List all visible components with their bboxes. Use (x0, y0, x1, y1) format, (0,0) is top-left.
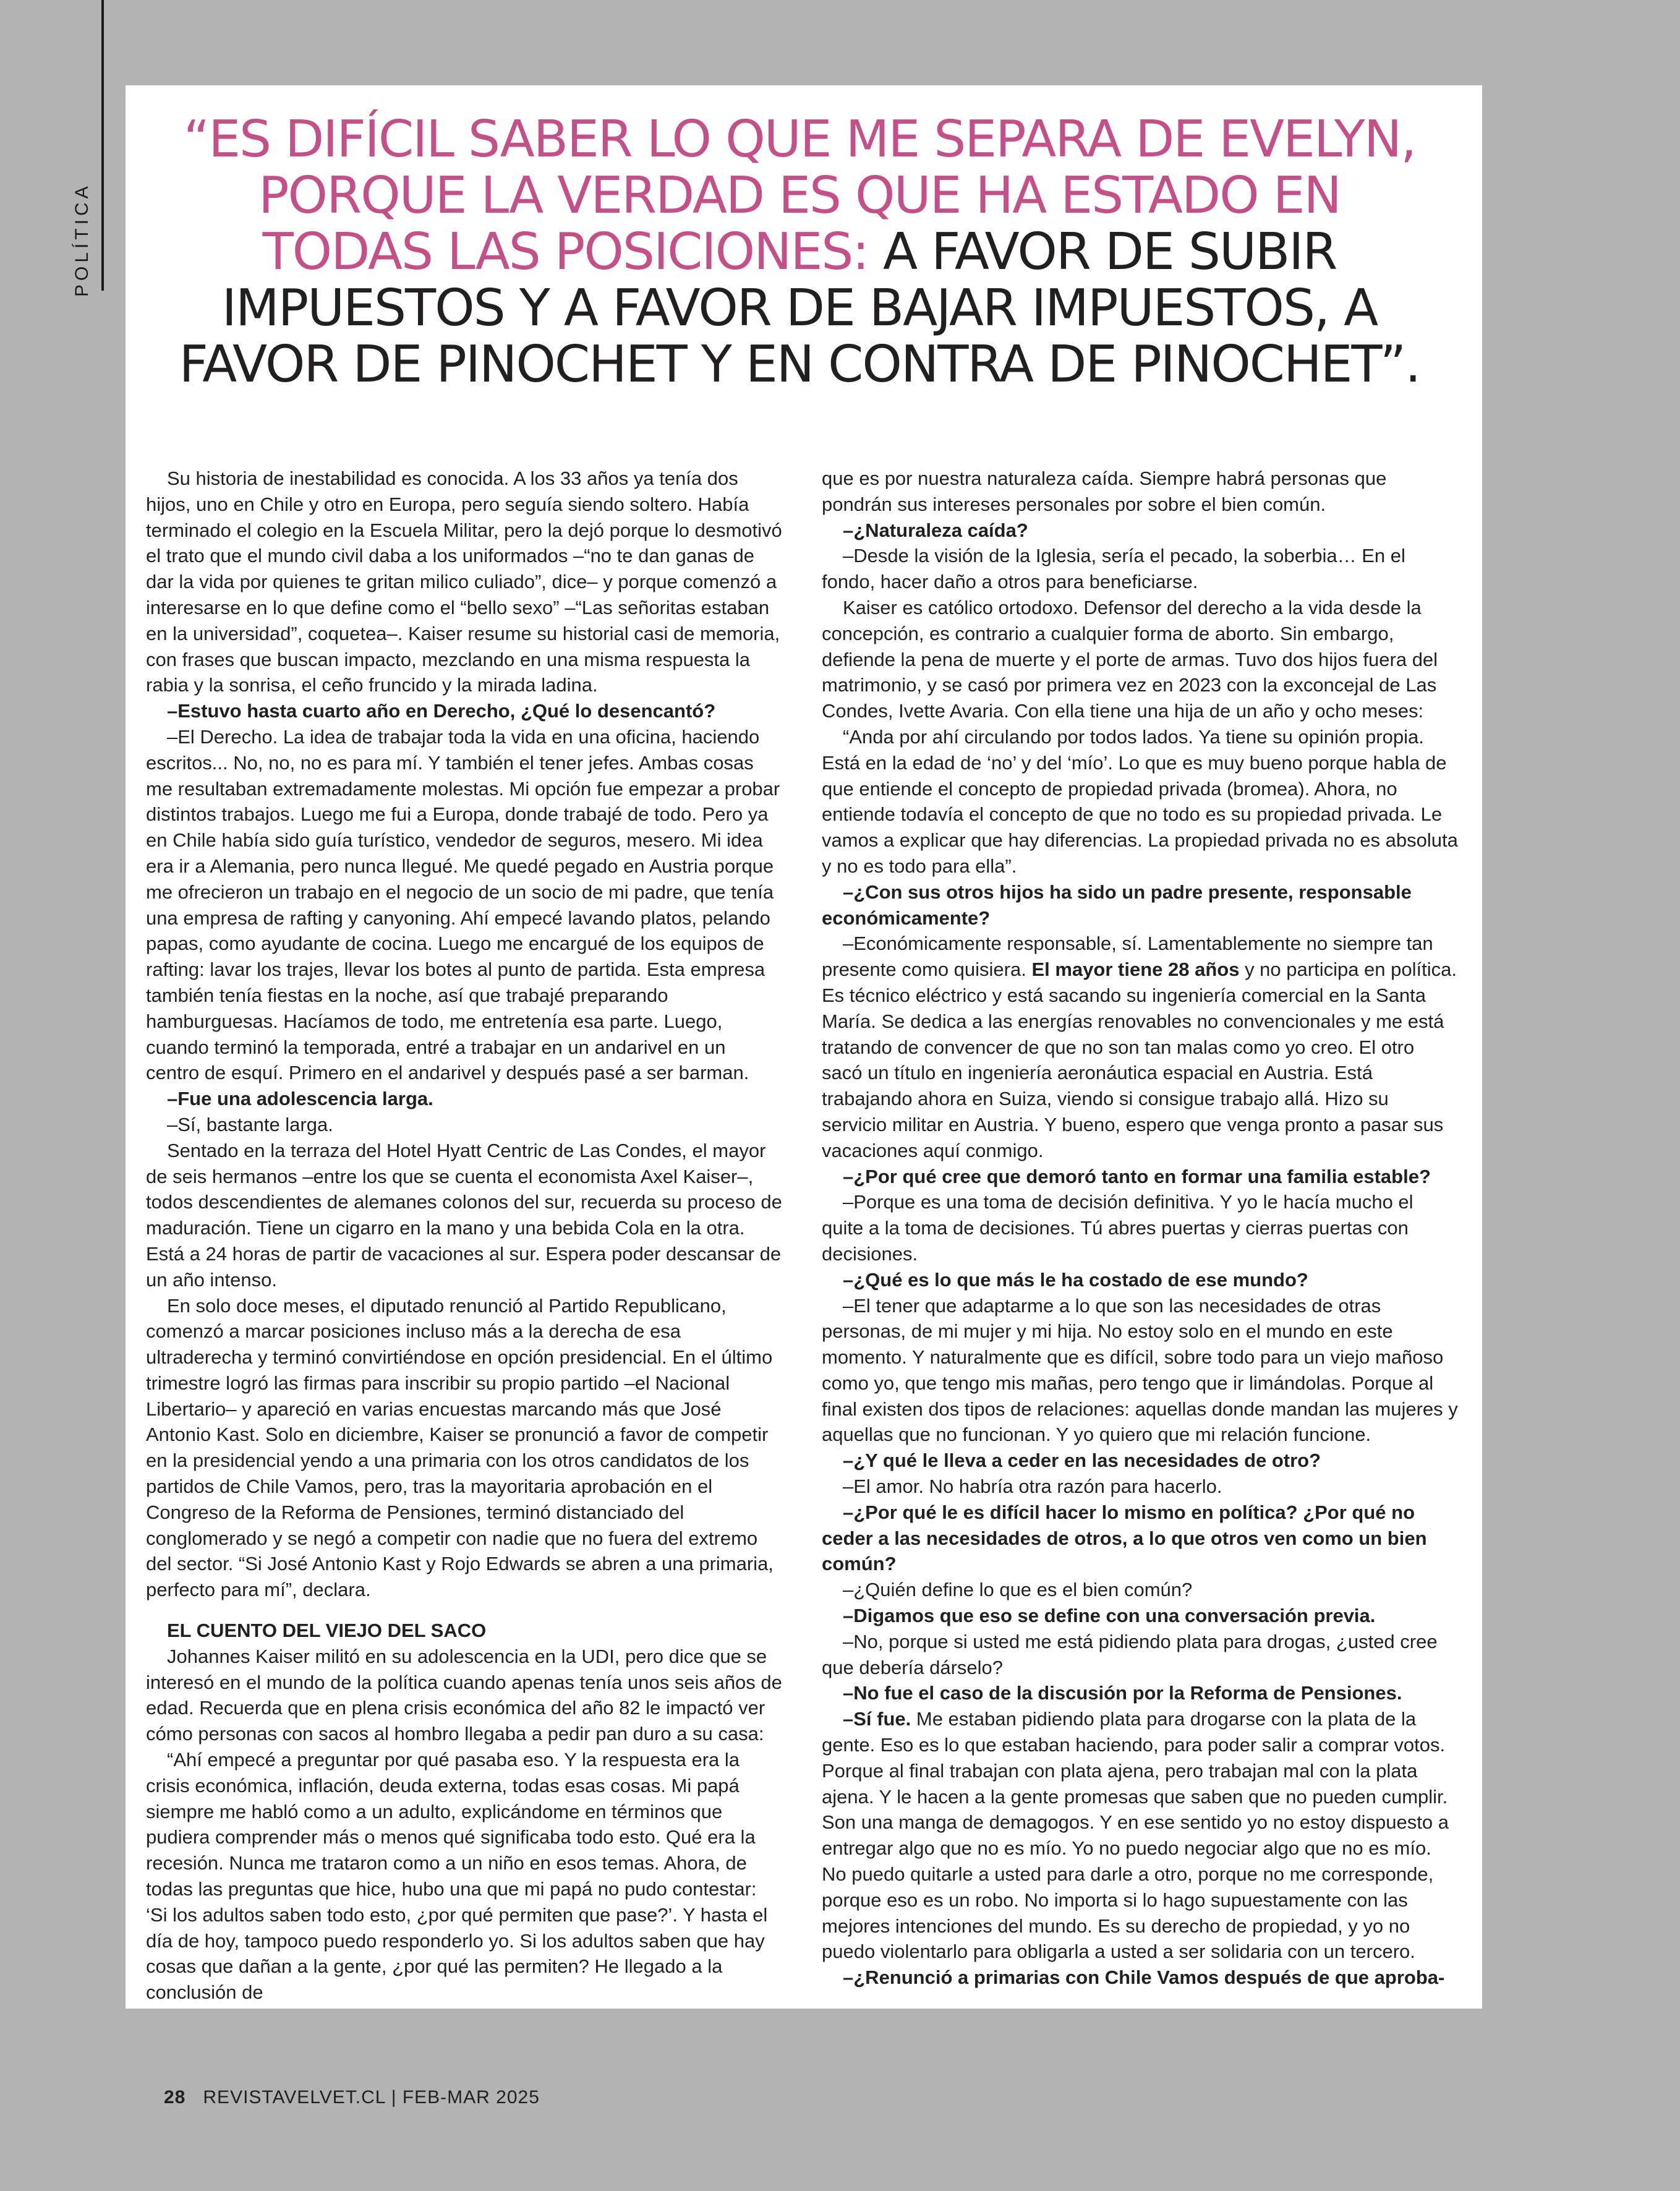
interview-question: –¿Por qué le es difícil hacer lo mismo en política? ¿Por qué no ceder a las necesidades de otros, a lo que otros ven como un bien común? (822, 1501, 1427, 1575)
pull-quote-highlight: “ES DIFÍCIL SABER LO QUE ME SEPARA DE EVELYN, PORQUE LA VERDAD ES QUE HA ESTADO EN TODAS LAS POSICIONES: (183, 110, 1416, 281)
interview-answer: –Porque es una toma de decisión definitiva. Y yo le hacía mucho el quite a la toma de decisiones. Tú abres puertas y cierras puertas con decisiones. (822, 1191, 1414, 1265)
paragraph: “Ahí empecé a preguntar por qué pasaba eso. Y la respuesta era la crisis económica, inflación, deuda externa, todas esas cosas. Mi papá siempre me habló como a un adulto, explicándome en términos que pudiera comprender más o menos qué significaba todo esto. Qué era la recesión. Nunca me trataron como a un niño en esos temas. Ahora, de todas las preguntas que hice, hubo una que mi papá no pudo contestar: ‘Si los adultos saben todo esto, ¿por qué permiten que pase?’. Y hasta el día de hoy, tampoco puedo responderlo yo. Si los adultos saben que hay cosas que dañan a la gente, ¿por qué las permiten? He llegado a la conclusión de (146, 1749, 768, 2004)
interview-answer: –Desde la visión de la Iglesia, sería el pecado, la soberbia… En el fondo, hacer daño a otros para beneficiarse. (822, 545, 1405, 593)
article-page (126, 85, 1482, 2009)
section-label: POLÍTICA (72, 182, 92, 297)
column-right (822, 466, 1459, 1993)
interview-question: –¿Qué es lo que más le ha costado de ese mundo? (843, 1268, 1308, 1291)
interview-question: –Estuvo hasta cuarto año en Derecho, ¿Qué lo desencantó? (167, 700, 716, 722)
answer-highlight: –Sí fue. (843, 1708, 911, 1730)
paragraph: que es por nuestra naturaleza caída. Siempre habrá personas que pondrán sus intereses personales por sobre el bien común. (822, 468, 1387, 515)
interview-answer: –El amor. No habría otra razón para hacerlo. (843, 1476, 1222, 1498)
paragraph: “Anda por ahí circulando por todos lados. Ya tiene su opinión propia. Está en la edad de ‘no’ y del ‘mío’. Lo que es muy bueno porque habla de que entiende el concepto de propiedad privada (bromea). Ahora, no entiende todavía el concepto de que no todo es su propiedad privada. Le vamos a explicar que hay diferencias. La propiedad privada no es absoluta y no es todo para ella”. (822, 725, 1458, 877)
interview-question: –Fue una adolescencia larga. (167, 1088, 433, 1110)
paragraph: Su historia de inestabilidad es conocida. A los 33 años ya tenía dos hijos, uno en Chile y otro en Europa, pero seguía siendo soltero. Había terminado el colegio en la Escuela Militar, pero la dejó porque lo desmotivó el trato que el mundo civil daba a los uniformados –“no te dan ganas de dar la vida por quienes te gritan milico culiado”, dice– y porque comenzó a interesarse en lo que define como el “bello sexo” –“Las señoritas estaban en la universidad”, coqueteа–. Kaiser resume su historial casi de memoria, con frases que buscan impacto, mezclando en una misma respuesta la rabia y la sonrisa, el ceño fruncido y la mirada ladina. (146, 468, 782, 696)
interview-question: –¿Renunció a primarias con Chile Vamos después de que aproba- (843, 1967, 1445, 1989)
paragraph: Kaiser es católico ortodoxo. Defensor del derecho a la vida desde la concepción, es contrario a cualquier forma de aborto. Sin embargo, defiende la pena de muerte y el porte de armas. Tuvo dos hijos fuera del matrimonio, y se casó por primera vez en 2023 con la exconcejal de Las Condes, Ivette Avaria. Con ella tiene una hija de un año y ocho meses: (822, 596, 1438, 722)
interview-answer: –Sí, bastante larga. (167, 1113, 333, 1135)
section-subheading: EL CUENTO DEL VIEJO DEL SACO (167, 1620, 487, 1642)
article-body (146, 466, 1459, 2004)
footer-text: REVISTAVELVET.CL | FEB-MAR 2025 (203, 2087, 540, 2108)
margin-rule (101, 0, 104, 291)
paragraph: En solo doce meses, el diputado renunció al Partido Republicano, comenzó a marcar posiciones incluso más a la derecha de esa ultraderecha y terminó convirtiéndose en opción presidencial. En el último trimestre logró las firmas para inscribir su propio partido –el Nacional Libertario– y apareció en varias encuestas marcando más que José Antonio Kast. Solo en diciembre, Kaiser se pronunció a favor de competir en la presidencial yendo a una primaria con los otros candidatos de los partidos de Chile Vamos, pero, tras la mayoritaria aprobación en el Congreso de la Reforma de Pensiones, terminó distanciado del conglomerado y se negó a competir con nadie que no fuera del extremo del sector. “Si José Antonio Kast y Rojo Edwards se abren a una primaria, perfecto para mí”, declara. (146, 1294, 774, 1601)
interview-answer: –¿Quién define lo que es el bien común? (843, 1579, 1193, 1601)
answer-text: –Económicamente responsable, sí. Lamentablemente no siempre tan presente como quisiera. (822, 933, 1433, 981)
interview-answer (822, 1706, 1459, 1965)
pull-quote-rest: A FAVOR DE SUBIR IMPUESTOS Y A FAVOR DE BAJAR IMPUESTOS, A FAVOR DE PINOCHET Y EN CONTRA DE PINOCHET”. (179, 223, 1420, 394)
pull-quote (175, 111, 1424, 393)
interview-question: –¿Naturaleza caída? (843, 519, 1028, 541)
interview-answer: –El tener que adaptarme a lo que son las necesidades de otras personas, de mi mujer y mi hija. No estoy solo en el mundo en este momento. Y naturalmente que es difícil, sobre todo para un viejo mañoso como yo, que tengo mis mañas, pero tengo que ir limándolas. Porque al final existen dos tipos de relaciones: aquellas donde mandan las mujeres y aquellas que no funcionan. Y yo quiero que mi relación funcione. (822, 1294, 1458, 1446)
interview-question: –¿Por qué cree que demoró tanto en formar una familia estable? (843, 1165, 1431, 1187)
paragraph: Sentado en la terraza del Hotel Hyatt Centric de Las Condes, el mayor de seis hermanos –entre los que se cuenta el economista Axel Kaiser–, todos descendientes de alemanes colonos del sur, recuerda su proceso de maduración. Tiene un cigarro en la mano y una bebida Cola en la otra. Está a 24 horas de partir de vacaciones al sur. Espera poder descansar de un año intenso. (146, 1139, 782, 1291)
column-left (146, 466, 783, 2004)
interview-question: –¿Y qué le lleva a ceder en las necesidades de otro? (843, 1450, 1321, 1472)
page-footer (164, 2087, 540, 2108)
interview-question: –No fue el caso de la discusión por la Reforma de Pensiones. (843, 1682, 1402, 1704)
interview-answer: –No, porque si usted me está pidiendo plata para drogas, ¿usted cree que debería dárselo? (822, 1630, 1438, 1678)
page-number: 28 (164, 2087, 186, 2108)
answer-text: y no participa en política. Es técnico eléctrico y está sacando su ingeniería comercial en la Santa María. Se dedica a las energías renovables no convencionales y me está tratando de convencer de que no son tan malas como yo creo. El otro sacó un título en ingeniería aeronáutica espacial en Austria. Está trabajando ahora en Suiza, viendo si consigue trabajo allá. Hizo su servicio militar en Austria. Y bueno, espero que venga pronto a pasar sus vacaciones aquí conmigo. (822, 959, 1457, 1161)
answer-highlight: El mayor tiene 28 años (1031, 959, 1240, 981)
interview-question: –Digamos que eso se define con una conversación previa. (843, 1605, 1376, 1627)
interview-question: –¿Con sus otros hijos ha sido un padre presente, responsable económicamente? (822, 881, 1412, 929)
interview-answer (822, 931, 1459, 1163)
paragraph: Johannes Kaiser militó en su adolescencia en la UDI, pero dice que se interesó en el mundo de la política cuando apenas tenía unos seis años de edad. Recuerda que en plena crisis económica del año 82 le impactó ver cómo personas con sacos al hombro llegaba a pedir pan duro a su casa: (146, 1645, 782, 1745)
interview-answer: –El Derecho. La idea de trabajar toda la vida en una oficina, haciendo escritos... No, no, no es para mí. Y también el tener jefes. Ambas cosas me resultaban extremadamente molestas. Mi opción fue empezar a probar distintos trabajos. Luego me fui a Europa, donde trabajé de todo. Pero ya en Chile había sido guía turístico, vendedor de seguros, mesero. Mi idea era ir a Alemania, pero nunca llegué. Me quedé pegado en Austria porque me ofrecieron un trabajo en el negocio de un socio de mi padre, que tenía una empresa de rafting y canyoning. Ahí empecé lavando platos, pelando papas, como ayudante de cocina. Luego me encargué de los equipos de rafting: lavar los trajes, llevar los botes al punto de partida. Esta empresa también tenía fiestas en la noche, así que trabajé preparando hamburguesas. Hacíamos de todo, me entretenía esa parte. Luego, cuando terminó la temporada, entré a trabajar en un andarivel en un centro de esquí. Primero en el andarivel y después pasé a ser barman. (146, 725, 780, 1084)
answer-text: Me estaban pidiendo plata para drogarse con la plata de la gente. Eso es lo que estaban haciendo, para poder salir a comprar votos. Porque al final trabajan con plata ajena, pero trabajan mal con la plata ajena. Y le hacen a la gente promesas que saben que no pueden cumplir. Son una manga de demagogos. Y en ese sentido yo no estoy dispuesto a entregar algo que no es mío. Yo no puedo negociar algo que no es mío. No puedo quitarle a usted para darle a otro, porque no me corresponde, porque eso es un robo. No importa si lo hago supuestamente con las mejores intenciones del mundo. Es su derecho de propiedad, y yo no puedo violentarlo para obligarla a usted a ser solidaria con un tercero. (822, 1708, 1449, 1963)
